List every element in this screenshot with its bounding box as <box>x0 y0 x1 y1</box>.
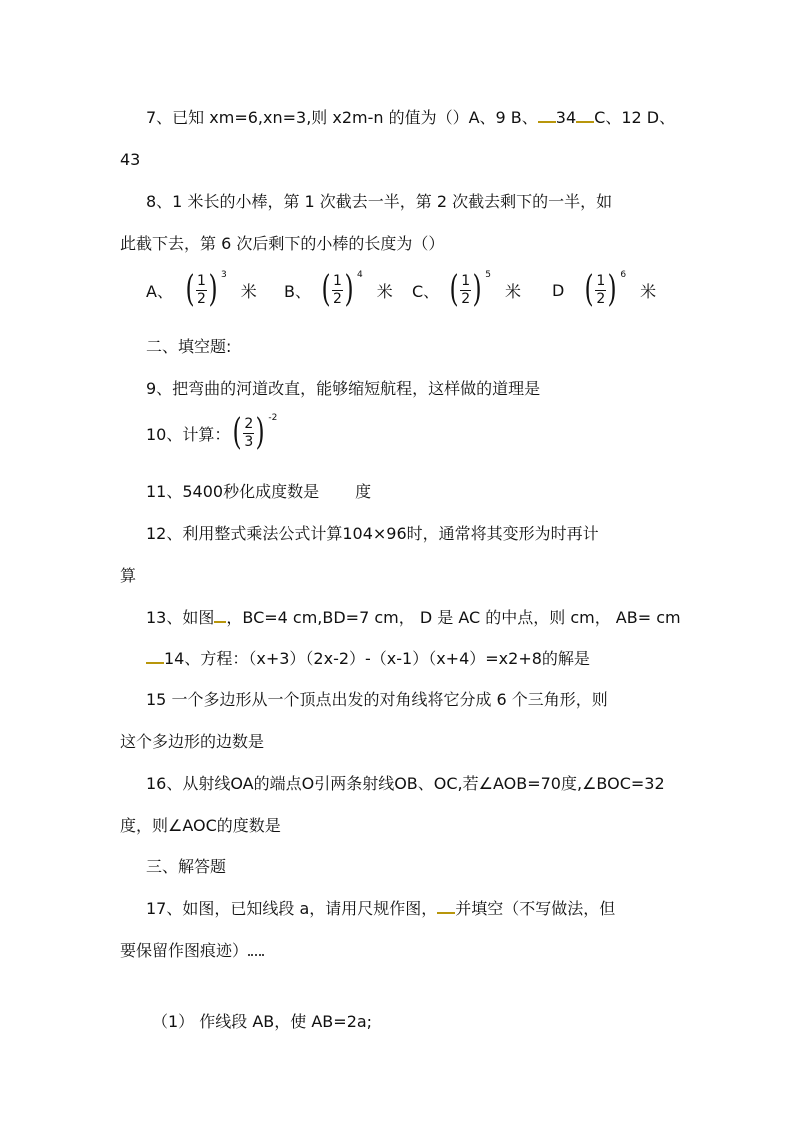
q8-option-c <box>412 269 521 310</box>
dotted-mark <box>248 954 264 956</box>
q17-text-start: 17、如图，已知线段 a，请用尺规作图， <box>146 899 438 918</box>
denominator: 3 <box>244 433 254 450</box>
section-heading-fill-in: 二、填空题: <box>146 337 232 356</box>
q16-line2: 度，则∠AOC的度数是 <box>120 816 281 835</box>
numerator: 2 <box>244 415 254 432</box>
denominator: 2 <box>596 290 606 307</box>
exponent: 3 <box>220 270 227 280</box>
option-label: B、 <box>284 281 311 301</box>
q9-line: 9、把弯曲的河道改直，能够缩短航程，这样做的道理是 <box>146 379 541 398</box>
fraction-expression: ( $\frac{2}{3}$ ) -2 <box>232 412 278 453</box>
unit: 米 <box>240 281 257 301</box>
fraction-expression: ( $\frac{1}{2}$ ) 3 <box>185 269 227 310</box>
q14-text: 14、方程：（x+3）（2x-2）-（x-1）（x+4）=x2+8的解是 <box>164 649 590 668</box>
q8-line1: 8、1 米长的小棒，第 1 次截去一半，第 2 次截去剩下的一半，如 <box>146 192 613 211</box>
unit: 米 <box>376 281 393 301</box>
q16-line1: 16、从射线OA的端点O引两条射线OB、OC,若∠AOB=70度,∠BOC=32 <box>146 774 665 793</box>
exponent: 4 <box>357 270 363 280</box>
q11-unit: 度 <box>355 482 372 501</box>
q7-text-start: 7、已知 xm=6,xn=3,则 x2m-n 的值为（）A、9 B、 <box>146 108 538 127</box>
answer-blank <box>146 662 164 664</box>
option-label: D <box>552 280 565 300</box>
answer-blank <box>538 121 556 123</box>
q17-line1 <box>146 899 615 919</box>
numerator: 1 <box>333 272 342 289</box>
q13-text-end: ，BC=4 cm,BD=7 cm， D 是 AC 的中点，则 cm， AB= cm <box>226 608 681 627</box>
q8-line2: 此截下去，第 6 次后剩下的小棒的长度为（） <box>120 234 445 253</box>
denominator: 2 <box>333 290 342 307</box>
q12-line1: 12、利用整式乘法公式计算104×96时，通常将其变形为时再计 <box>146 524 599 543</box>
q12-line2: 算 <box>120 566 137 585</box>
q10-label: 10、计算： <box>146 424 231 444</box>
option-label: C、 <box>412 281 440 301</box>
section-heading-answer: 三、解答题 <box>146 857 227 876</box>
exponent: 5 <box>485 270 491 280</box>
q7-line1 <box>146 108 675 128</box>
q8-option-d <box>552 269 657 310</box>
q11-line <box>146 482 371 502</box>
q15-line2: 这个多边形的边数是 <box>120 732 265 751</box>
fraction-expression: ( $\frac{1}{2}$ ) 5 <box>449 269 491 310</box>
fraction-expression: ( $\frac{1}{2}$ ) 4 <box>321 269 363 310</box>
answer-blank <box>576 121 594 123</box>
q10-line <box>146 412 278 453</box>
denominator: 2 <box>197 290 206 307</box>
q8-option-b <box>284 269 393 310</box>
exponent: 6 <box>620 270 627 280</box>
answer-blank <box>437 912 455 914</box>
q13-line <box>146 608 681 628</box>
q13-text-start: 13、如图 <box>146 608 215 627</box>
numerator: 1 <box>197 272 206 289</box>
q11-text: 11、5400秒化成度数是 <box>146 482 320 501</box>
q7-text-end: C、12 D、 <box>594 108 676 127</box>
option-label: A、 <box>146 281 173 301</box>
unit: 米 <box>640 281 657 301</box>
q7-option-b-value: 34 <box>555 108 577 127</box>
numerator: 1 <box>461 272 471 289</box>
answer-blank <box>214 621 226 623</box>
q17-text-end: 并填空（不写做法，但 <box>455 899 616 918</box>
q17-text: 要保留作图痕迹） <box>120 941 249 960</box>
q15-line1: 15 一个多边形从一个顶点出发的对角线将它分成 6 个三角形，则 <box>146 690 608 709</box>
fraction-expression: ( $\frac{1}{2}$ ) 6 <box>584 269 627 310</box>
unit: 米 <box>504 281 521 301</box>
exponent: -2 <box>268 413 278 423</box>
q17-part1: （1） 作线段 AB，使 AB=2a; <box>152 1012 373 1031</box>
denominator: 2 <box>461 290 471 307</box>
q14-line <box>146 649 590 669</box>
q8-option-a <box>146 269 257 310</box>
numerator: 1 <box>596 272 606 289</box>
q17-line2 <box>120 941 264 961</box>
q7-line2: 43 <box>120 150 141 169</box>
